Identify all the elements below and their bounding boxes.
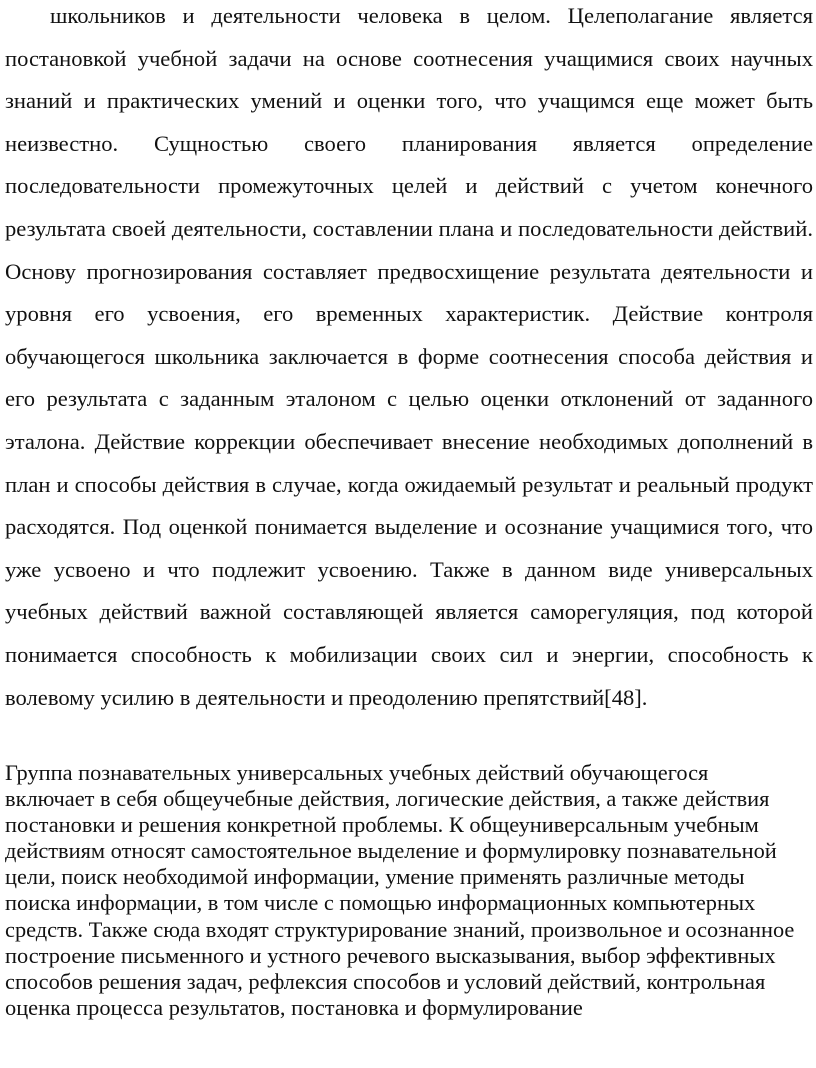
paragraph-self-regulation: школьников и деятельности человека в целом. Целеполагание является постановкой учебной задачи на основе соотнесения учащимися своих научных знаний и практических умений и оценки того, что учащимся еще может быть неизвестно. Сущностью своего планирования является определение последовательности промежуточных целей и действий с учетом конечного результата своей деятельности, составлении плана и последовательности действий. Основу прогнозирования составляет предвосхищение результата деятельности и уровня его усвоения, его временных характеристик. Действие контроля обучающегося школьника заключается в форме соотнесения способа действия и его результата с заданным эталоном с целью оценки отклонений от заданного эталона. Действие коррекции обеспечивает внесение необходимых дополнений в план и способы действия в случае, когда ожидаемый результат и реальный продукт расходятся. Под оценкой понимается выделение и осознание учащимися того, что уже усвоено и что подлежит усвоению. Также в данном виде универсальных учебных действий важной составляющей является саморегуляция, под которой понимается способность к мобилизации своих сил и энергии, способность к волевому усилию в деятельности и преодолению препятствий[48]. — [5, 3, 813, 710]
paragraph-cognitive-actions: Группа познавательных универсальных учебных действий обучающегося включает в себя общеучебные действия, логические действия, а также действия постановки и решения конкретной проблемы. К общеуниверсальным учебным действиям относят самостоятельное выделение и формулировку познавательной цели, поиск необходимой информации, умение применять различные методы поиска информации, в том числе с помощью информационных компьютерных средств. Также сюда входят структурирование знаний, произвольное и осознанное построение письменного и устного речевого высказывания, выбор эффективных способов решения задач, рефлексия способов и условий действий, контрольная оценка процесса результатов, постановка и формулирование — [5, 760, 795, 1020]
